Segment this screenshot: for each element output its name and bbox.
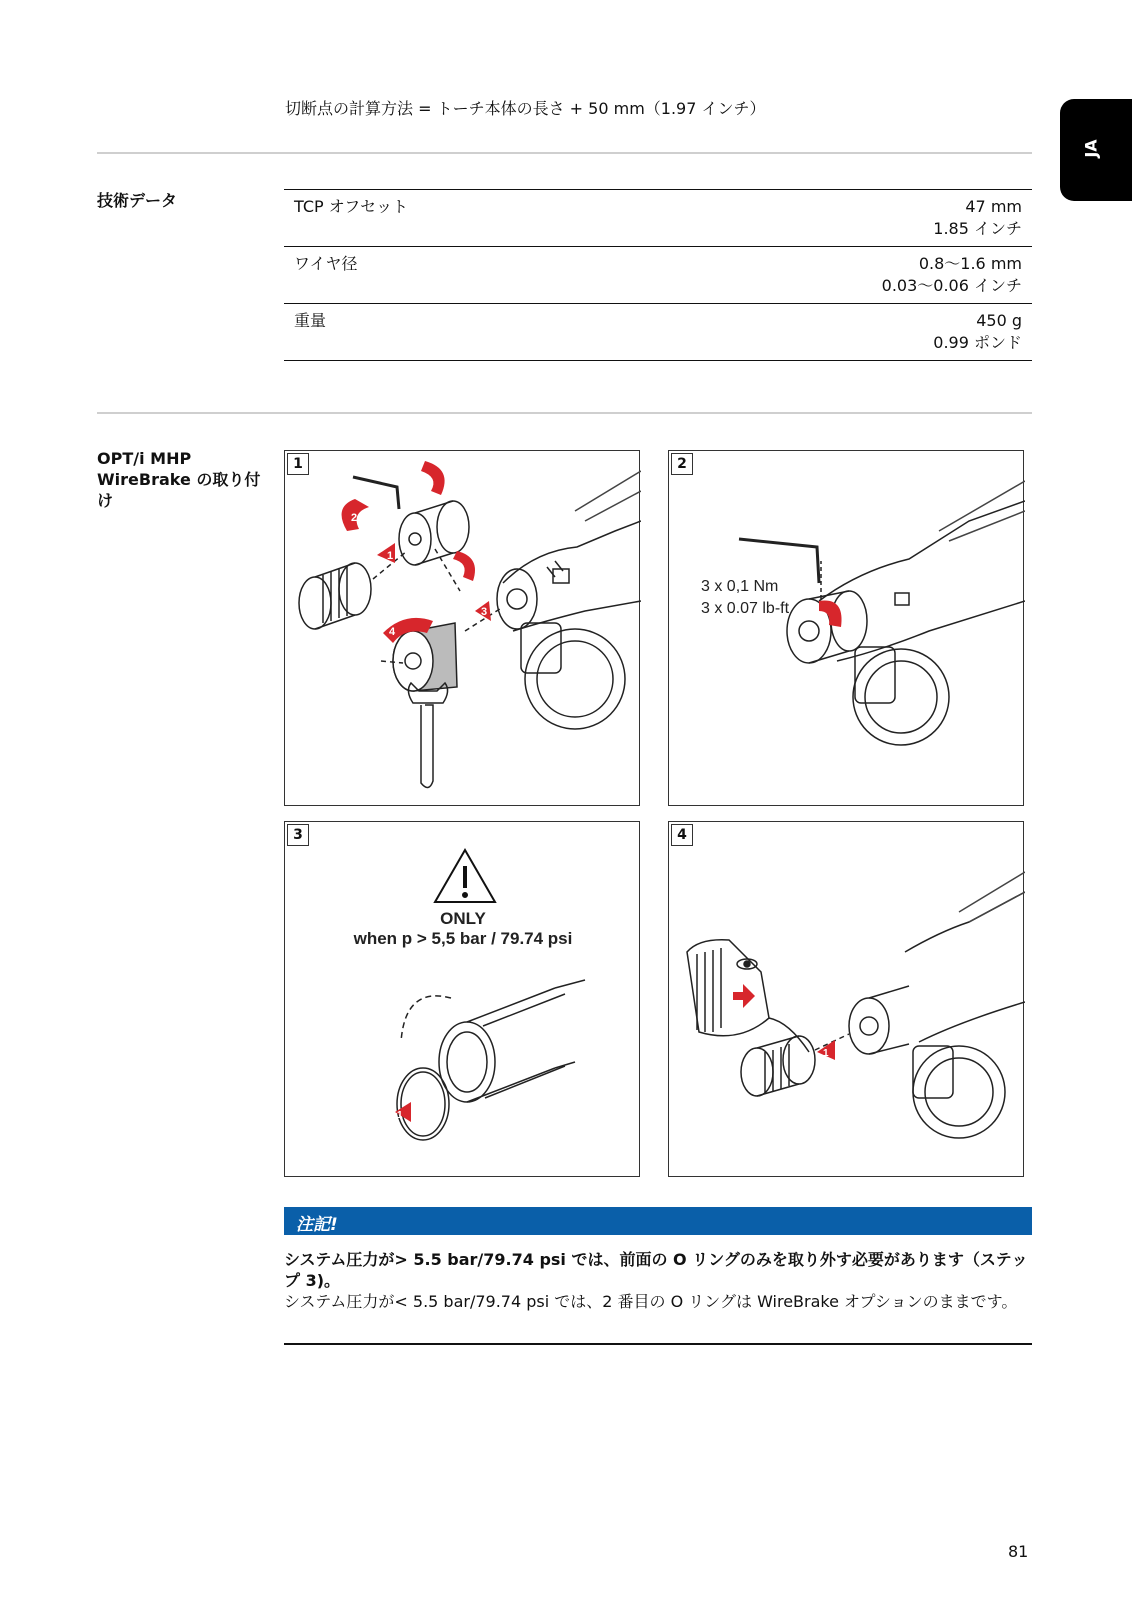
warning-only: ONLY (440, 909, 486, 928)
step-4-illustration (668, 821, 1024, 1177)
step-marker: 1 (387, 550, 394, 562)
note-text: システム圧力が< 5.5 bar/79.74 psi では、2 番目の O リングは WireBrake オプションのままです。 (284, 1292, 1018, 1311)
spec-table (284, 189, 1032, 361)
note-divider (284, 1343, 1032, 1345)
step-3-drawing (285, 822, 641, 1178)
step-number: 4 (671, 824, 693, 846)
step-3-illustration (284, 821, 640, 1177)
spec-label: 重量 (294, 311, 327, 330)
spec-value-imperial: 1.85 インチ (933, 219, 1022, 238)
step-marker: 1 (397, 1110, 403, 1121)
step-marker: 1 (823, 1048, 829, 1059)
spec-row (284, 247, 1032, 304)
spec-value-imperial: 0.03〜0.06 インチ (881, 276, 1022, 295)
step-number: 3 (287, 824, 309, 846)
language-tab (1060, 99, 1132, 201)
warning-icon (435, 850, 495, 902)
step-2-drawing (669, 451, 1025, 807)
spec-label: ワイヤ径 (294, 254, 358, 273)
torque-metric: 3 x 0,1 Nm (701, 578, 779, 595)
note-body (284, 1249, 1032, 1312)
spec-value (933, 196, 1022, 240)
page-number: 81 (1008, 1542, 1029, 1561)
spec-value-imperial: 0.99 ポンド (933, 333, 1022, 352)
step-1-drawing (285, 451, 641, 807)
cutting-point-formula: 切断点の計算方法 = トーチ本体の長さ + 50 mm（1.97 インチ） (285, 99, 766, 118)
spec-row (284, 190, 1032, 247)
step-marker: 4 (389, 626, 396, 638)
note-header (284, 1207, 1032, 1235)
spec-label: TCP オフセット (294, 197, 409, 216)
language-tab-label: JA (1081, 139, 1101, 158)
tech-data-heading: 技術データ (97, 191, 178, 210)
step-number: 2 (671, 453, 693, 475)
step-1-illustration (284, 450, 640, 806)
step-marker: 3 (481, 606, 488, 618)
spec-value-metric: 450 g (976, 311, 1022, 330)
step-2-illustration (668, 450, 1024, 806)
mount-heading: OPT/i MHP WireBrake の取り付け (97, 449, 261, 510)
spec-value (882, 253, 1022, 297)
divider (97, 152, 1032, 154)
spec-value-metric: 0.8〜1.6 mm (918, 254, 1022, 273)
step-4-drawing (669, 822, 1025, 1178)
spec-value-metric: 47 mm (965, 197, 1022, 216)
spec-row (284, 304, 1032, 361)
warning-condition: when p > 5,5 bar / 79.74 psi (353, 929, 573, 948)
note-title: 注記! (296, 1215, 338, 1235)
step-marker: 2 (351, 512, 358, 524)
step-number: 1 (287, 453, 309, 475)
torque-imperial: 3 x 0.07 lb-ft (701, 600, 790, 617)
divider (97, 412, 1032, 414)
note-bold-text: システム圧力が> 5.5 bar/79.74 psi では、前面の O リングのみを取り外す必要があります（ステップ 3)。 (284, 1250, 1028, 1290)
spec-value (933, 310, 1022, 354)
